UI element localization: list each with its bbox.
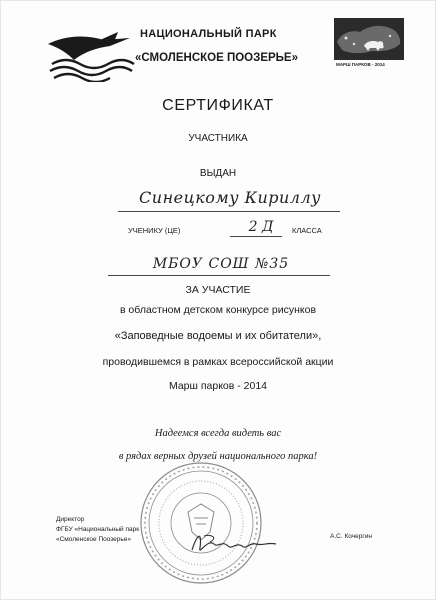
map-caption: МАРШ ПАРКОВ - 2014 xyxy=(336,62,385,67)
school-name: МБОУ СОШ №35 xyxy=(152,256,290,272)
park-name-line2: «СМОЛЕНСКОЕ ПООЗЕРЬЕ» xyxy=(135,52,298,64)
park-logo-icon xyxy=(44,30,136,82)
recipient-underline xyxy=(118,211,340,212)
contest-title: «Заповедные водоемы и их обитатели», xyxy=(114,330,322,342)
park-name-line1: НАЦИОНАЛЬНЫЙ ПАРК xyxy=(140,28,277,40)
director-block xyxy=(56,515,139,545)
certificate-subtitle: УЧАСТНИКА xyxy=(188,133,248,144)
grade-underline xyxy=(230,236,282,237)
participation-heading: ЗА УЧАСТИЕ xyxy=(185,284,251,296)
certificate-title: СЕРТИФИКАТ xyxy=(162,97,274,114)
contest-description: в областном детском конкурсе рисунков xyxy=(119,304,317,316)
director-signature-icon xyxy=(188,528,280,558)
signer-name: А.С. Кочергин xyxy=(330,533,372,540)
director-title: Директор xyxy=(56,516,85,523)
director-park: «Смоленское Поозерье» xyxy=(56,536,132,543)
wish-line1: Надеемся всегда видеть вас xyxy=(154,428,282,439)
director-org: ФГБУ «Национальный парк xyxy=(56,526,140,533)
march-of-parks-map xyxy=(334,18,404,60)
official-stamp-icon xyxy=(138,460,264,586)
russia-map-icon xyxy=(334,18,404,60)
recipient-name: Синецкому Кириллу xyxy=(139,188,321,207)
campaign-description: проводившемся в рамках всероссийской акции xyxy=(102,356,334,368)
student-label: УЧЕНИКУ (ЦЕ) xyxy=(128,226,181,235)
wish-line2: в рядах верных друзей национального парка! xyxy=(118,451,318,462)
school-underline xyxy=(108,275,330,276)
grade-value: 2 Д xyxy=(248,219,274,235)
issued-label: ВЫДАН xyxy=(199,168,237,179)
class-label: КЛАССА xyxy=(292,226,322,235)
campaign-name: Марш парков - 2014 xyxy=(168,380,268,392)
